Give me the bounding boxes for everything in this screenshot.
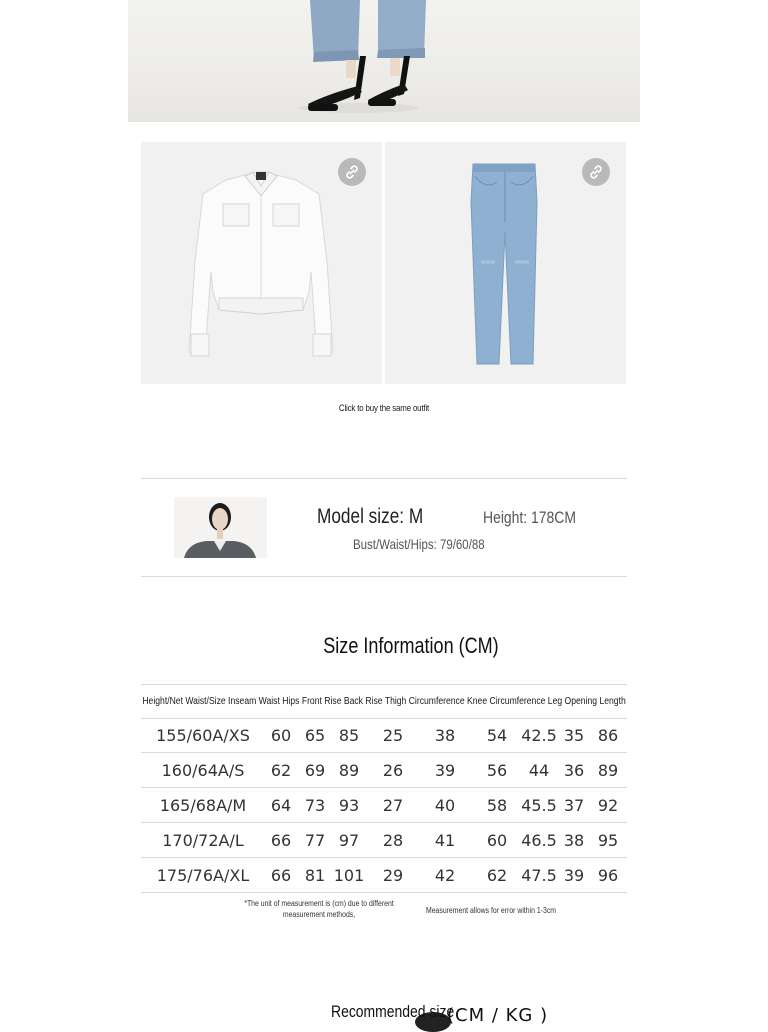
table-cell: 165/68A/M [159,796,247,815]
table-cell: 40 [434,796,456,815]
table-cell: 37 [563,796,585,815]
table-row [141,823,627,858]
table-cell: 42.5 [521,726,557,745]
error-tolerance-note: Measurement allows for error within 1-3cm [425,906,556,915]
model-thumbnail [174,497,267,558]
table-cell: 86 [597,726,619,745]
table-cell: 65 [304,726,326,745]
table-cell: 66 [270,831,292,850]
table-cell: 25 [382,726,404,745]
size-info-title: Size Information (CM) [323,633,499,658]
table-cell: 73 [304,796,326,815]
table-cell: 29 [382,866,404,885]
table-cell: 60 [486,831,508,850]
model-height-label: Height: 178CM [483,508,576,527]
table-cell: 97 [338,831,360,850]
recommended-size-heading: Recommended size (CM / KG ) [331,1002,549,1026]
table-row [141,858,627,893]
table-cell: 101 [333,866,365,885]
table-cell: 39 [563,866,585,885]
table-cell: 26 [382,761,404,780]
table-cell: 155/60A/XS [156,726,250,745]
table-cell: 170/72A/L [162,831,244,850]
table-cell: 66 [270,866,292,885]
table-cell: 41 [434,831,456,850]
table-cell: 160/64A/S [161,761,245,780]
table-cell: 38 [563,831,585,850]
buy-same-outfit-link[interactable]: Click to buy the same outfit [338,403,430,413]
table-cell: 28 [382,831,404,850]
outfit-item-jeans-card[interactable] [385,142,626,384]
table-cell: 46.5 [521,831,557,850]
table-cell: 96 [597,866,619,885]
table-cell: 56 [486,761,508,780]
table-cell: 93 [338,796,360,815]
model-size-label: Model size: M [317,505,424,528]
link-icon[interactable] [338,158,366,186]
table-cell: 89 [338,761,360,780]
link-icon[interactable] [582,158,610,186]
table-cell: 60 [270,726,292,745]
table-row [141,718,627,753]
divider [141,576,627,577]
measurement-note: *The unit of measurement is (cm) due to different measurement methods, [244,899,394,919]
table-cell: 81 [304,866,326,885]
table-cell: 35 [563,726,585,745]
table-cell: 69 [304,761,326,780]
table-cell: 38 [434,726,456,745]
table-cell: 58 [486,796,508,815]
table-cell: 62 [270,761,292,780]
table-cell: 39 [434,761,456,780]
table-cell: 36 [563,761,585,780]
table-cell: 89 [597,761,619,780]
table-cell: 44 [528,761,550,780]
table-cell: 42 [434,866,456,885]
table-cell: 77 [304,831,326,850]
outfit-item-shirt-card[interactable] [141,142,382,384]
table-row [141,788,627,823]
table-cell: 64 [270,796,292,815]
table-row [141,753,627,788]
table-cell: 92 [597,796,619,815]
divider [141,478,627,479]
table-cell: 95 [597,831,619,850]
model-measurements-label: Bust/Waist/Hips: 79/60/88 [353,536,485,552]
table-cell: 54 [486,726,508,745]
table-cell: 27 [382,796,404,815]
table-cell: 45.5 [521,796,557,815]
model-hero-photo [128,0,640,122]
table-cell: 62 [486,866,508,885]
table-cell: 175/76A/XL [156,866,250,885]
size-table-header: Height/Net Waist/Size Inseam Waist Hips Front Rise Back Rise Thigh Circumference Knee Circumference Leg Opening Length [141,684,627,719]
table-cell: 47.5 [521,866,557,885]
table-cell: 85 [338,726,360,745]
